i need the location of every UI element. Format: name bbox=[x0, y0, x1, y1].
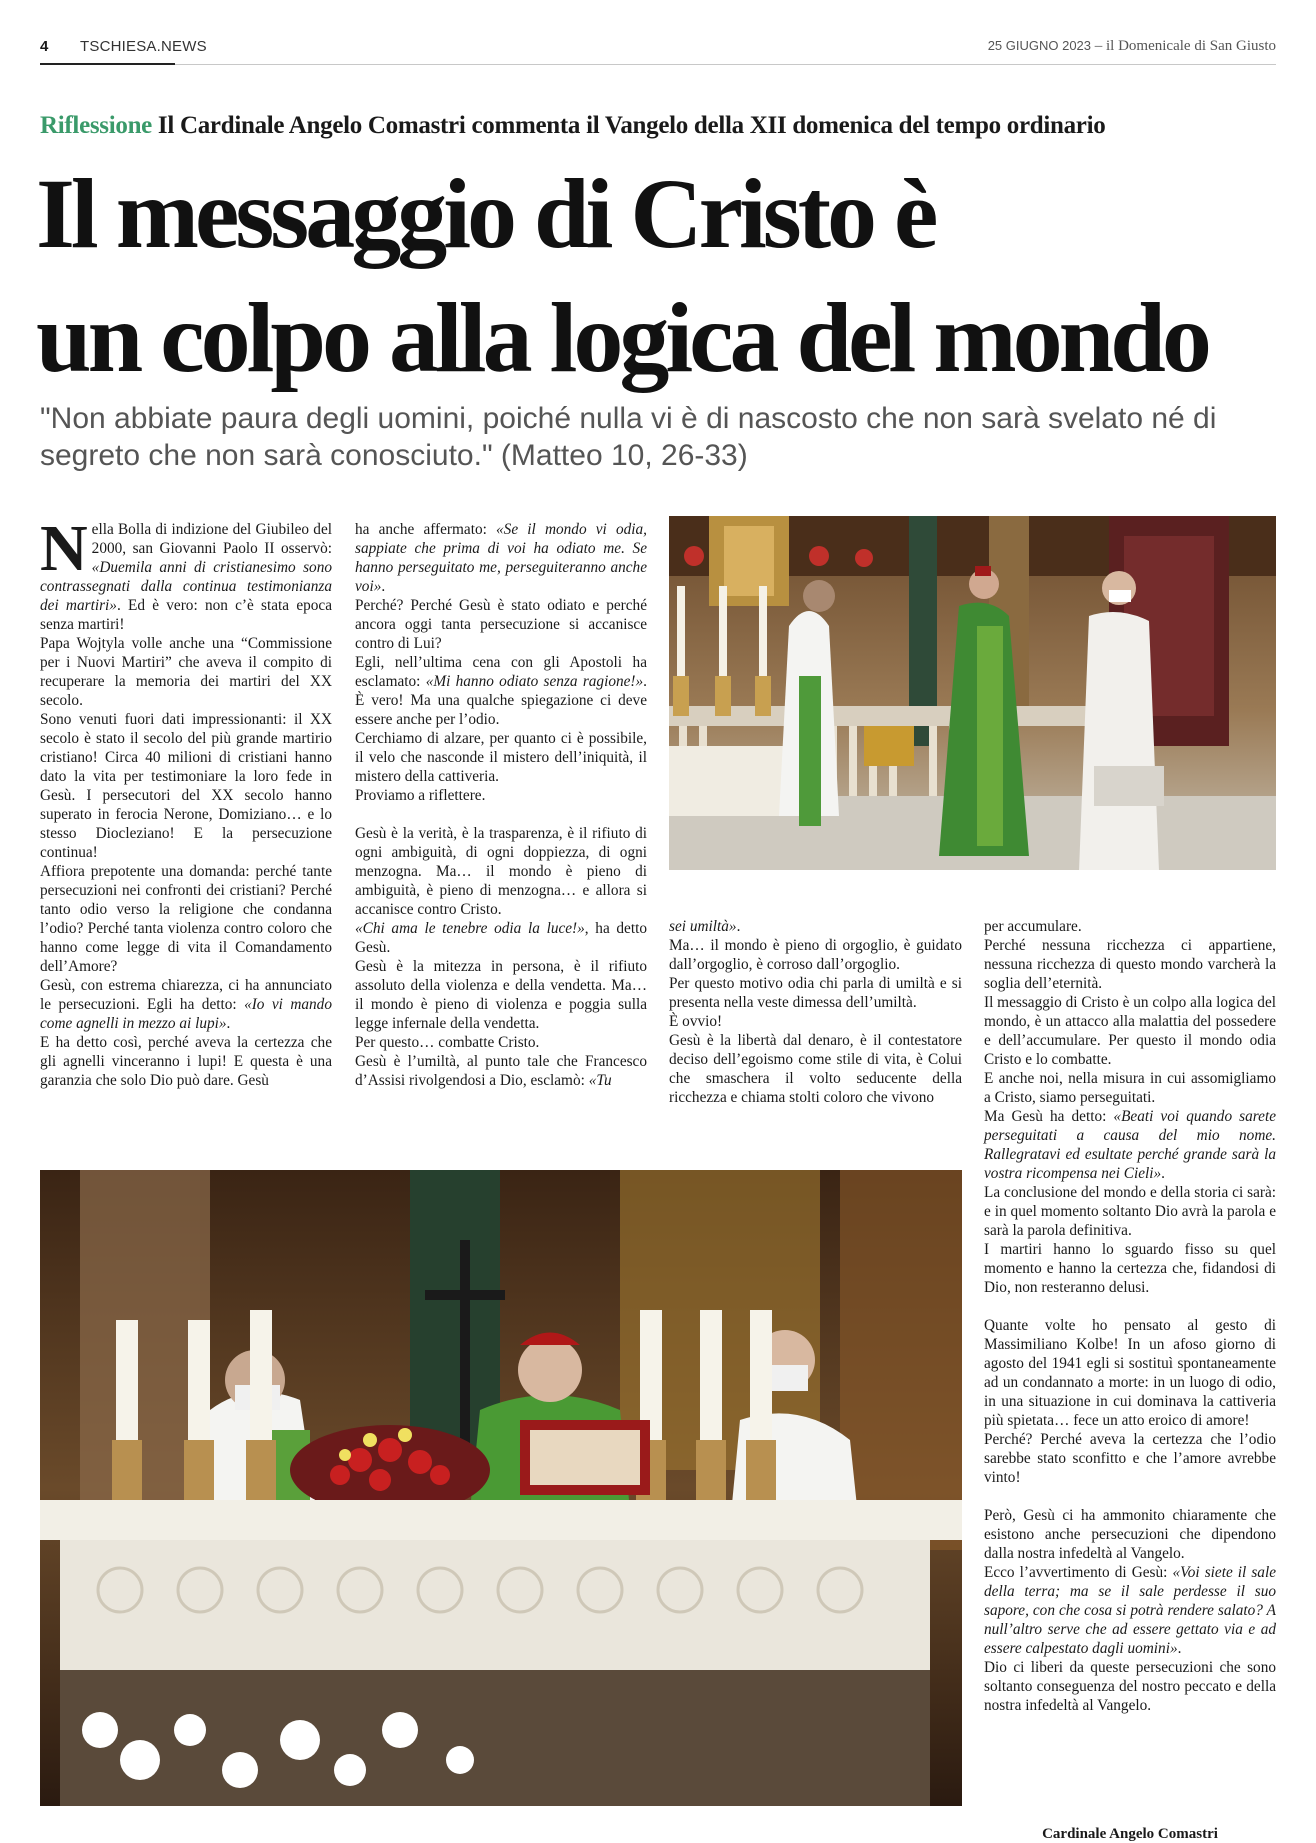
article-column-3 bbox=[669, 917, 962, 1107]
standfirst: "Non abbiate paura degli uomini, poiché nulla vi è di nascosto che non sarà svelato né di segreto che non sarà conosciuto." (Matteo 10, 26-33) bbox=[40, 402, 1217, 472]
page-number: 4 bbox=[40, 38, 49, 55]
paragraph: Quante volte ho pensato al gesto di Massimiliano Kolbe! In un afoso giorno di agosto del 1941 egli si sostituì spontaneamente ad un condannato a morte: in un luogo di odio, in una situazione in cui dominava la cattiveria più spietata… fece un atto eroico di amore! bbox=[984, 1317, 1276, 1429]
article-column-4 bbox=[984, 917, 1276, 1715]
paragraph: Ma… il mondo è pieno di orgoglio, è guidato dall’orgoglio, è corroso dall’orgoglio. bbox=[669, 937, 962, 973]
photo-mass-incensing-icon bbox=[669, 516, 1276, 870]
kicker-section: Riflessione bbox=[40, 112, 152, 139]
text: Egli, nell’ultima cena con gli Apostoli ha esclamato: bbox=[355, 654, 647, 690]
paragraph bbox=[40, 512, 332, 634]
text: Gesù è l’umiltà, al punto tale che Francesco d’Assisi rivolgendosi a Dio, esclamò: bbox=[355, 1053, 647, 1089]
text: . Ed è vero: non c’è stata epoca senza martiri! bbox=[40, 597, 332, 633]
paragraph: Proviamo a riflettere. bbox=[355, 787, 486, 804]
paragraph: Affiora prepotente una domanda: perché tante persecuzioni nei confronti dei cristiani? Perché tanto odio verso la religione che condanna l’odio? Perché tanta violenza contro coloro che hanno come legge di vita il Comandamento dell’Amore? bbox=[40, 863, 332, 975]
paragraph bbox=[669, 917, 962, 936]
paragraph: Per questo… combatte Cristo. bbox=[355, 1034, 540, 1051]
quote: «Se il mondo vi odia, sappiate che prima di voi ha odiato me. Se hanno perseguitato me, perseguiteranno anche voi» bbox=[355, 521, 647, 595]
paragraph: Gesù è la mitezza in persona, è il rifiuto assoluto della violenza e della vendetta. Ma… il mondo è pieno di violenza e poggia sulla legge infernale della vendetta. bbox=[355, 958, 647, 1032]
text: . bbox=[381, 578, 386, 595]
text: ella Bolla di indizione del Giubileo del 2000, san Giovanni Paolo II osservò: bbox=[91, 521, 332, 557]
text: , ha detto Gesù. bbox=[355, 920, 647, 956]
article-column-2 bbox=[355, 520, 647, 1090]
drop-cap: N bbox=[40, 512, 88, 585]
paragraph: E ha detto così, perché aveva la certezza che gli agnelli vinceranno i lupi! E questa è una garanzia che solo Dio può dare. Gesù bbox=[40, 1034, 332, 1089]
photo-mass-altar bbox=[40, 1170, 962, 1806]
quote: «Tu bbox=[588, 1072, 612, 1089]
quote: «Beati voi quando sarete perseguitati a causa del mio nome. Rallegratavi ed esultate perché grande sarà la vostra ricompensa nei Cieli» bbox=[984, 1108, 1276, 1182]
text: . È vero! Ma una qualche spiegazione ci deve essere anche per l’odio. bbox=[355, 673, 647, 728]
article-column-1 bbox=[40, 512, 332, 1090]
header-accent-rule bbox=[40, 63, 175, 65]
text: Ma Gesù ha detto: bbox=[984, 1108, 1114, 1125]
paragraph bbox=[355, 919, 647, 957]
headline-line-2: un colpo alla logica del mondo bbox=[36, 282, 1208, 393]
paragraph bbox=[355, 520, 647, 596]
paragraph bbox=[984, 1563, 1276, 1658]
paragraph: Sono venuti fuori dati impressionanti: il XX secolo è stato il secolo del più grande martirio cristiano! Circa 40 milioni di cristiani hanno dato la vita per testimoniare la loro fede in Gesù. I persecutori del XX secolo hanno superato in ferocia Nerone, Domiziano… e lo stesso Diocleziano! E la persecuzione continua! bbox=[40, 711, 332, 861]
issue-separator: – bbox=[1091, 38, 1107, 54]
kicker-text: Il Cardinale Angelo Comastri commenta il Vangelo della XII domenica del tempo ordinario bbox=[151, 112, 1106, 139]
text: . bbox=[226, 1015, 231, 1032]
paragraph: Il messaggio di Cristo è un colpo alla logica del mondo, è un attacco alla malattia del possedere e dell’accumulare. Per questo il mondo odia Cristo e lo combatte. bbox=[984, 994, 1276, 1068]
paragraph: Perché nessuna ricchezza ci appartiene, nessuna ricchezza di questo mondo varcherà la soglia dell’eternità. bbox=[984, 937, 1276, 992]
photo-mass-incensing bbox=[669, 516, 1276, 870]
quote: «Voi siete il sale della terra; ma se il sale perdesse il suo sapore, con che cosa si potrà rendere salato? A null’altro serve che ad essere gettato via e ad essere calpestato dagli uomini» bbox=[984, 1564, 1276, 1657]
paragraph: Per questo motivo odia chi parla di umiltà e si presenta nella veste dimessa dell’umiltà. bbox=[669, 975, 962, 1011]
author-signature: Cardinale Angelo Comastri bbox=[1042, 1826, 1218, 1842]
paragraph: Gesù è la verità, è la trasparenza, è il rifiuto di ogni ambiguità, di ogni doppiezza, di ogni menzogna. Ma… il mondo è pieno di ambiguità, è pieno di menzogna… e allora si accanisce contro Cristo. bbox=[355, 825, 647, 918]
quote: «Duemila anni di cristianesimo sono contrassegnati dalla continua testimonianza dei martiri» bbox=[40, 559, 332, 614]
paragraph: E anche noi, nella misura in cui assomigliamo a Cristo, siamo perseguitati. bbox=[984, 1070, 1276, 1106]
paragraph bbox=[355, 1052, 647, 1090]
text: Gesù, con estrema chiarezza, ci ha annunciato le persecuzioni. Egli ha detto: bbox=[40, 977, 332, 1013]
paragraph: Perché? Perché Gesù è stato odiato e perché ancora oggi tanta persecuzione si accanisce contro di Lui? bbox=[355, 597, 647, 652]
text: . bbox=[1177, 1640, 1182, 1657]
headline-line-1: Il messaggio di Cristo è bbox=[36, 158, 935, 269]
paragraph: È ovvio! bbox=[669, 1013, 723, 1030]
paragraph: Perché? Perché aveva la certezza che l’odio sarebbe stato sconfitto e che l’amore avrebbe vinto! bbox=[984, 1431, 1276, 1486]
paragraph: Cerchiamo di alzare, per quanto ci è possibile, il velo che nasconde il mistero dell’iniquità, il mistero della cattiveria. bbox=[355, 730, 647, 785]
photo-mass-altar-icon bbox=[40, 1170, 962, 1806]
text: . bbox=[736, 918, 741, 935]
paragraph: Gesù è la libertà dal denaro, è il contestatore deciso dell’egoismo come stile di vita, è Colui che smaschera il volto seducente della ricchezza e chiama stolti coloro che vivono bbox=[669, 1032, 962, 1106]
header-rule bbox=[40, 64, 1276, 65]
paragraph bbox=[40, 976, 332, 1033]
issue-date: 25 GIUGNO 2023 bbox=[987, 38, 1092, 53]
kicker bbox=[40, 112, 1105, 140]
quote: sei umiltà» bbox=[669, 918, 737, 935]
text: Ecco l’avvertimento di Gesù: bbox=[984, 1564, 1173, 1581]
headline bbox=[36, 152, 1286, 400]
paragraph: per accumulare. bbox=[984, 918, 1082, 935]
paragraph: La conclusione del mondo e della storia ci sarà: e in quel momento soltanto Dio avrà la parola e sarà la parola definitiva. bbox=[984, 1184, 1276, 1239]
quote: «Io vi mando come agnelli in mezzo ai lupi» bbox=[40, 996, 332, 1032]
paragraph: Dio ci liberi da queste persecuzioni che sono soltanto conseguenza del nostro peccato e della nostra infedeltà al Vangelo. bbox=[984, 1659, 1276, 1714]
paragraph: Papa Wojtyla volle anche una “Commissione per i Nuovi Martiri” che aveva il compito di recuperare la memoria dei martiri del XX secolo. bbox=[40, 635, 332, 709]
paragraph bbox=[984, 1107, 1276, 1183]
quote: «Chi ama le tenebre odia la luce!» bbox=[355, 920, 585, 937]
quote: «Mi hanno odiato senza ragione!» bbox=[425, 673, 644, 690]
site-name: TSCHIESA.NEWS bbox=[80, 38, 207, 55]
publication-name: il Domenicale di San Giusto bbox=[1106, 38, 1276, 54]
paragraph: I martiri hanno lo sguardo fisso su quel momento e hanno la certezza che, fidandosi di Dio, non resteranno delusi. bbox=[984, 1241, 1276, 1296]
issue-info bbox=[988, 38, 1276, 55]
text: . bbox=[1161, 1165, 1165, 1182]
text: ha anche affermato: bbox=[355, 521, 497, 538]
paragraph bbox=[355, 653, 647, 729]
paragraph: Però, Gesù ci ha ammonito chiaramente che esistono anche persecuzioni che dipendono dalla nostra infedeltà al Vangelo. bbox=[984, 1507, 1276, 1562]
